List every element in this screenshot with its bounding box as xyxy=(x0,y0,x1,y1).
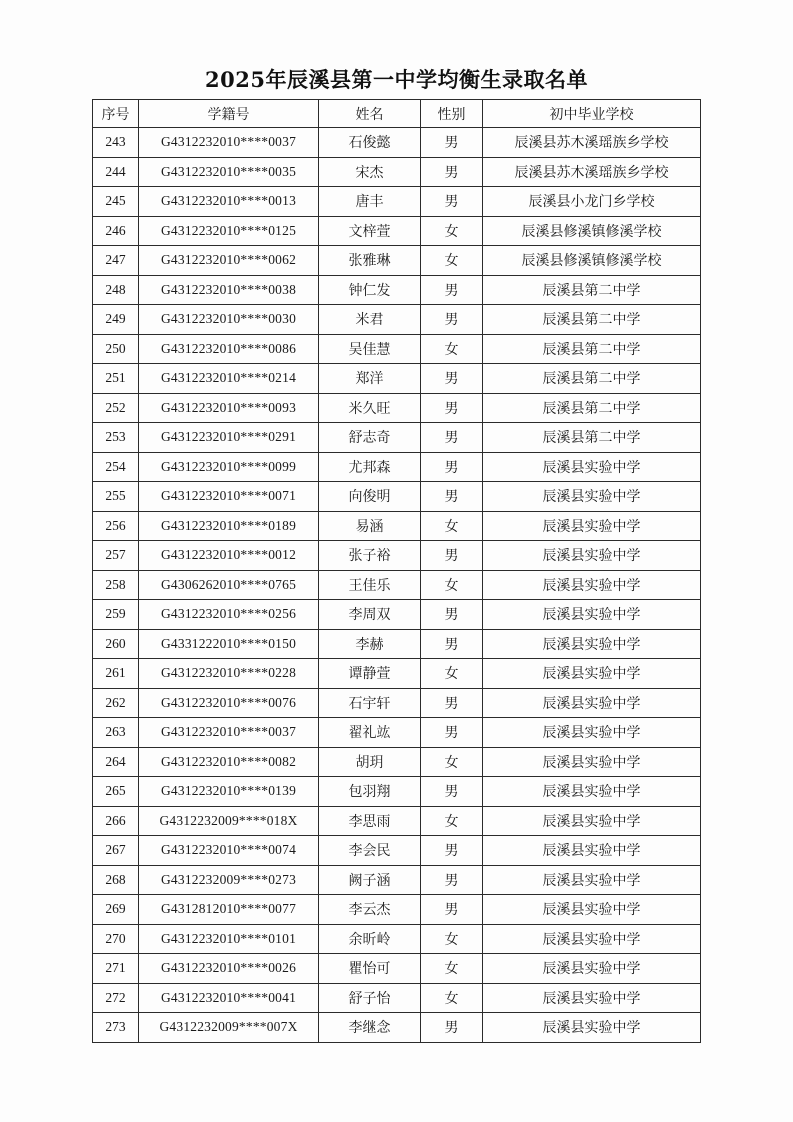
cell-gender: 男 xyxy=(421,629,483,659)
table-row xyxy=(93,659,701,689)
cell-school: 辰溪县实验中学 xyxy=(483,688,701,718)
cell-gender: 男 xyxy=(421,275,483,305)
cell-seq: 264 xyxy=(93,747,139,777)
cell-seq: 270 xyxy=(93,924,139,954)
cell-seq: 257 xyxy=(93,541,139,571)
cell-school: 辰溪县实验中学 xyxy=(483,924,701,954)
cell-name: 石俊懿 xyxy=(319,128,421,158)
cell-gender: 男 xyxy=(421,865,483,895)
table-header xyxy=(93,100,701,128)
cell-seq: 252 xyxy=(93,393,139,423)
cell-school: 辰溪县实验中学 xyxy=(483,954,701,984)
cell-name: 石宇轩 xyxy=(319,688,421,718)
cell-student-id: G4312232010****0037 xyxy=(139,128,319,158)
cell-seq: 261 xyxy=(93,659,139,689)
table-row xyxy=(93,718,701,748)
table-row xyxy=(93,747,701,777)
cell-gender: 男 xyxy=(421,364,483,394)
cell-school: 辰溪县实验中学 xyxy=(483,806,701,836)
table-row xyxy=(93,836,701,866)
cell-name: 舒子怡 xyxy=(319,983,421,1013)
cell-seq: 266 xyxy=(93,806,139,836)
cell-seq: 243 xyxy=(93,128,139,158)
cell-student-id: G4312232010****0093 xyxy=(139,393,319,423)
cell-name: 郑洋 xyxy=(319,364,421,394)
cell-name: 宋杰 xyxy=(319,157,421,187)
table-row xyxy=(93,246,701,276)
cell-name: 吴佳慧 xyxy=(319,334,421,364)
cell-seq: 262 xyxy=(93,688,139,718)
cell-student-id: G4312232010****0099 xyxy=(139,452,319,482)
cell-school: 辰溪县实验中学 xyxy=(483,600,701,630)
page-title: 2025年辰溪县第一中学均衡生录取名单 xyxy=(205,67,588,92)
cell-school: 辰溪县第二中学 xyxy=(483,393,701,423)
cell-gender: 女 xyxy=(421,924,483,954)
admission-table xyxy=(92,99,701,1043)
cell-student-id: G4312232010****0012 xyxy=(139,541,319,571)
cell-gender: 女 xyxy=(421,659,483,689)
header-row xyxy=(93,100,701,128)
cell-student-id: G4312232010****0013 xyxy=(139,187,319,217)
cell-school: 辰溪县第二中学 xyxy=(483,334,701,364)
cell-gender: 女 xyxy=(421,334,483,364)
cell-seq: 255 xyxy=(93,482,139,512)
cell-gender: 女 xyxy=(421,954,483,984)
cell-school: 辰溪县修溪镇修溪学校 xyxy=(483,216,701,246)
cell-student-id: G4312812010****0077 xyxy=(139,895,319,925)
cell-name: 向俊明 xyxy=(319,482,421,512)
cell-seq: 247 xyxy=(93,246,139,276)
cell-school: 辰溪县第二中学 xyxy=(483,423,701,453)
cell-gender: 男 xyxy=(421,688,483,718)
cell-name: 文梓萱 xyxy=(319,216,421,246)
cell-gender: 女 xyxy=(421,806,483,836)
table-row xyxy=(93,983,701,1013)
cell-student-id: G4312232010****0076 xyxy=(139,688,319,718)
cell-seq: 260 xyxy=(93,629,139,659)
cell-seq: 272 xyxy=(93,983,139,1013)
cell-student-id: G4312232010****0035 xyxy=(139,157,319,187)
cell-gender: 男 xyxy=(421,777,483,807)
cell-seq: 250 xyxy=(93,334,139,364)
cell-student-id: G4312232010****0062 xyxy=(139,246,319,276)
table-row xyxy=(93,128,701,158)
table-row xyxy=(93,511,701,541)
cell-school: 辰溪县实验中学 xyxy=(483,452,701,482)
cell-school: 辰溪县第二中学 xyxy=(483,364,701,394)
cell-school: 辰溪县实验中学 xyxy=(483,1013,701,1043)
cell-seq: 265 xyxy=(93,777,139,807)
cell-name: 易涵 xyxy=(319,511,421,541)
cell-student-id: G4306262010****0765 xyxy=(139,570,319,600)
cell-school: 辰溪县第二中学 xyxy=(483,305,701,335)
table-row xyxy=(93,452,701,482)
cell-name: 翟礼竑 xyxy=(319,718,421,748)
cell-student-id: G4312232010****0038 xyxy=(139,275,319,305)
cell-school: 辰溪县实验中学 xyxy=(483,570,701,600)
header-student-id: 学籍号 xyxy=(139,100,319,128)
cell-name: 张雅琳 xyxy=(319,246,421,276)
header-school: 初中毕业学校 xyxy=(483,100,701,128)
cell-name: 舒志奇 xyxy=(319,423,421,453)
cell-seq: 253 xyxy=(93,423,139,453)
cell-name: 唐丰 xyxy=(319,187,421,217)
table-row xyxy=(93,954,701,984)
cell-student-id: G4312232010****0291 xyxy=(139,423,319,453)
cell-gender: 男 xyxy=(421,482,483,512)
cell-school: 辰溪县实验中学 xyxy=(483,541,701,571)
cell-name: 包羽翔 xyxy=(319,777,421,807)
cell-gender: 男 xyxy=(421,600,483,630)
cell-gender: 女 xyxy=(421,747,483,777)
cell-school: 辰溪县实验中学 xyxy=(483,895,701,925)
cell-student-id: G4312232010****0125 xyxy=(139,216,319,246)
table-body xyxy=(93,128,701,1043)
cell-gender: 女 xyxy=(421,570,483,600)
cell-student-id: G4312232009****018X xyxy=(139,806,319,836)
table-row xyxy=(93,806,701,836)
cell-name: 米久旺 xyxy=(319,393,421,423)
cell-student-id: G4312232010****0082 xyxy=(139,747,319,777)
table-row xyxy=(93,364,701,394)
cell-name: 钟仁发 xyxy=(319,275,421,305)
cell-gender: 女 xyxy=(421,983,483,1013)
table-row xyxy=(93,482,701,512)
table-row xyxy=(93,305,701,335)
cell-gender: 男 xyxy=(421,157,483,187)
cell-seq: 251 xyxy=(93,364,139,394)
cell-name: 李赫 xyxy=(319,629,421,659)
cell-student-id: G4312232010****0030 xyxy=(139,305,319,335)
header-seq: 序号 xyxy=(93,100,139,128)
cell-student-id: G4312232010****0041 xyxy=(139,983,319,1013)
table-row xyxy=(93,157,701,187)
table-row xyxy=(93,924,701,954)
cell-seq: 258 xyxy=(93,570,139,600)
table-row xyxy=(93,423,701,453)
cell-name: 李云杰 xyxy=(319,895,421,925)
cell-gender: 男 xyxy=(421,187,483,217)
table-row xyxy=(93,541,701,571)
cell-name: 阙子涵 xyxy=(319,865,421,895)
cell-name: 尤邦森 xyxy=(319,452,421,482)
cell-seq: 244 xyxy=(93,157,139,187)
cell-school: 辰溪县实验中学 xyxy=(483,482,701,512)
cell-name: 李会民 xyxy=(319,836,421,866)
cell-school: 辰溪县实验中学 xyxy=(483,865,701,895)
cell-name: 米君 xyxy=(319,305,421,335)
cell-school: 辰溪县苏木溪瑶族乡学校 xyxy=(483,157,701,187)
cell-gender: 女 xyxy=(421,246,483,276)
cell-school: 辰溪县小龙门乡学校 xyxy=(483,187,701,217)
cell-seq: 248 xyxy=(93,275,139,305)
cell-seq: 263 xyxy=(93,718,139,748)
cell-student-id: G4312232010****0214 xyxy=(139,364,319,394)
header-gender: 性别 xyxy=(421,100,483,128)
cell-gender: 男 xyxy=(421,393,483,423)
cell-gender: 男 xyxy=(421,718,483,748)
cell-gender: 男 xyxy=(421,1013,483,1043)
cell-gender: 男 xyxy=(421,305,483,335)
cell-student-id: G4312232010****0228 xyxy=(139,659,319,689)
cell-school: 辰溪县苏木溪瑶族乡学校 xyxy=(483,128,701,158)
cell-seq: 271 xyxy=(93,954,139,984)
cell-student-id: G4312232010****0101 xyxy=(139,924,319,954)
cell-gender: 男 xyxy=(421,541,483,571)
table-row xyxy=(93,393,701,423)
cell-gender: 男 xyxy=(421,452,483,482)
cell-gender: 男 xyxy=(421,128,483,158)
header-name: 姓名 xyxy=(319,100,421,128)
table-row xyxy=(93,275,701,305)
table-row xyxy=(93,216,701,246)
cell-school: 辰溪县修溪镇修溪学校 xyxy=(483,246,701,276)
cell-name: 谭静萱 xyxy=(319,659,421,689)
cell-gender: 男 xyxy=(421,423,483,453)
cell-seq: 269 xyxy=(93,895,139,925)
cell-school: 辰溪县实验中学 xyxy=(483,983,701,1013)
cell-school: 辰溪县实验中学 xyxy=(483,511,701,541)
cell-name: 张子裕 xyxy=(319,541,421,571)
cell-name: 李周双 xyxy=(319,600,421,630)
cell-student-id: G4312232010****0037 xyxy=(139,718,319,748)
cell-seq: 268 xyxy=(93,865,139,895)
cell-student-id: G4312232010****0086 xyxy=(139,334,319,364)
cell-name: 李继念 xyxy=(319,1013,421,1043)
cell-seq: 259 xyxy=(93,600,139,630)
cell-student-id: G4312232010****0071 xyxy=(139,482,319,512)
cell-name: 瞿怡可 xyxy=(319,954,421,984)
cell-student-id: G4312232010****0139 xyxy=(139,777,319,807)
cell-name: 王佳乐 xyxy=(319,570,421,600)
table-row xyxy=(93,600,701,630)
cell-student-id: G4331222010****0150 xyxy=(139,629,319,659)
cell-seq: 246 xyxy=(93,216,139,246)
cell-seq: 245 xyxy=(93,187,139,217)
cell-seq: 254 xyxy=(93,452,139,482)
cell-gender: 女 xyxy=(421,511,483,541)
cell-gender: 女 xyxy=(421,216,483,246)
table-row xyxy=(93,334,701,364)
cell-student-id: G4312232010****0189 xyxy=(139,511,319,541)
cell-gender: 男 xyxy=(421,895,483,925)
table-row xyxy=(93,777,701,807)
cell-seq: 267 xyxy=(93,836,139,866)
cell-seq: 249 xyxy=(93,305,139,335)
table-row xyxy=(93,688,701,718)
cell-school: 辰溪县实验中学 xyxy=(483,836,701,866)
cell-school: 辰溪县实验中学 xyxy=(483,747,701,777)
cell-school: 辰溪县实验中学 xyxy=(483,777,701,807)
table-row xyxy=(93,1013,701,1043)
cell-seq: 273 xyxy=(93,1013,139,1043)
table-row xyxy=(93,629,701,659)
cell-seq: 256 xyxy=(93,511,139,541)
table-row xyxy=(93,865,701,895)
cell-student-id: G4312232009****007X xyxy=(139,1013,319,1043)
cell-name: 余昕岭 xyxy=(319,924,421,954)
cell-name: 胡玥 xyxy=(319,747,421,777)
cell-gender: 男 xyxy=(421,836,483,866)
table-row xyxy=(93,570,701,600)
cell-school: 辰溪县第二中学 xyxy=(483,275,701,305)
cell-student-id: G4312232009****0273 xyxy=(139,865,319,895)
cell-student-id: G4312232010****0256 xyxy=(139,600,319,630)
cell-school: 辰溪县实验中学 xyxy=(483,718,701,748)
cell-school: 辰溪县实验中学 xyxy=(483,659,701,689)
table-row xyxy=(93,187,701,217)
cell-student-id: G4312232010****0074 xyxy=(139,836,319,866)
table-row xyxy=(93,895,701,925)
cell-name: 李思雨 xyxy=(319,806,421,836)
cell-school: 辰溪县实验中学 xyxy=(483,629,701,659)
cell-student-id: G4312232010****0026 xyxy=(139,954,319,984)
